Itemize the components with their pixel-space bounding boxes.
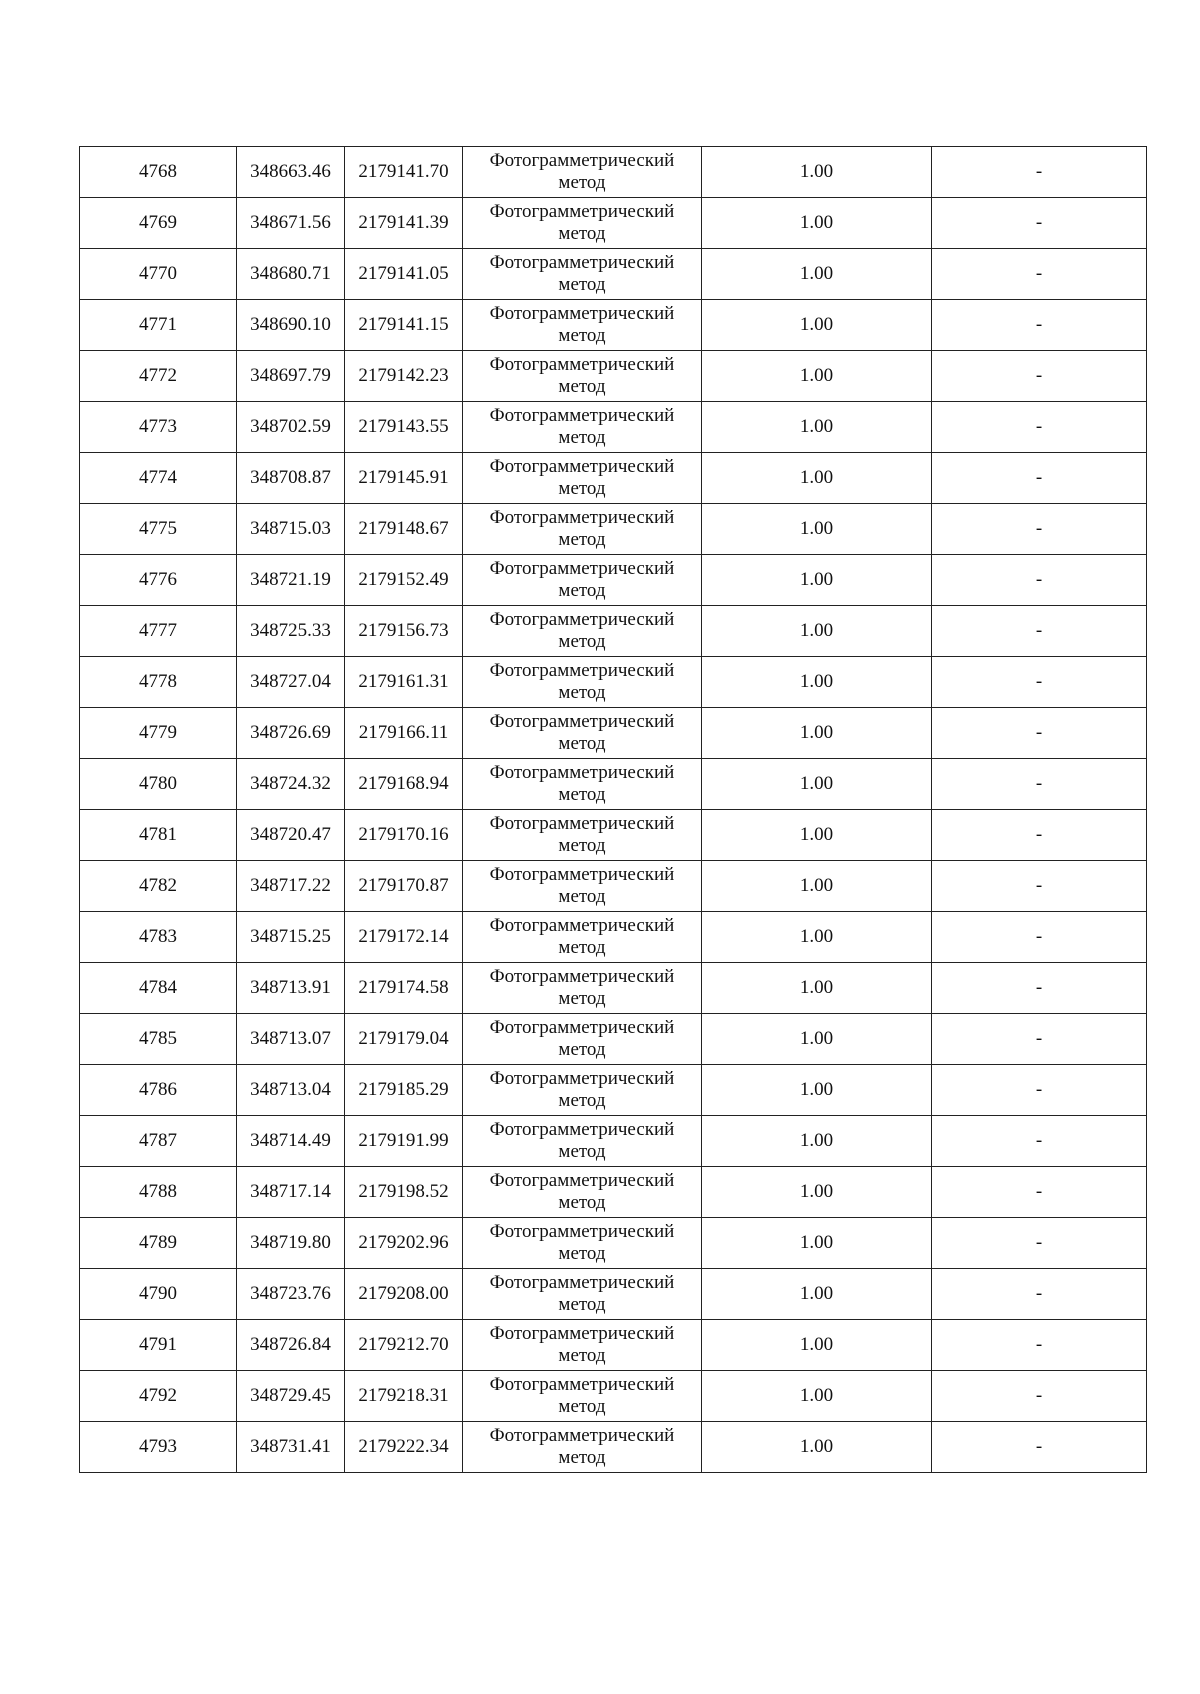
method-cell [463,1269,702,1320]
table-row [80,1422,1147,1473]
note-cell: - [932,147,1147,198]
note-cell: - [932,198,1147,249]
accuracy-cell: 1.00 [702,759,932,810]
x-coordinate-cell: 348720.47 [237,810,345,861]
point-number-cell: 4780 [80,759,237,810]
x-coordinate-cell: 348713.91 [237,963,345,1014]
method-cell [463,1320,702,1371]
table-row [80,1371,1147,1422]
x-coordinate-cell: 348663.46 [237,147,345,198]
point-number-cell: 4787 [80,1116,237,1167]
x-coordinate-cell: 348717.22 [237,861,345,912]
table-row [80,708,1147,759]
note-cell: - [932,606,1147,657]
accuracy-cell: 1.00 [702,300,932,351]
method-cell [463,606,702,657]
y-coordinate-cell: 2179168.94 [345,759,463,810]
method-text: Фотограмметрический метод [489,1323,675,1366]
y-coordinate-cell: 2179198.52 [345,1167,463,1218]
x-coordinate-cell: 348713.07 [237,1014,345,1065]
y-coordinate-cell: 2179141.39 [345,198,463,249]
accuracy-cell: 1.00 [702,453,932,504]
y-coordinate-cell: 2179166.11 [345,708,463,759]
method-text: Фотограмметрический метод [489,354,675,397]
point-number-cell: 4793 [80,1422,237,1473]
point-number-cell: 4778 [80,657,237,708]
note-cell: - [932,1167,1147,1218]
note-cell: - [932,1218,1147,1269]
x-coordinate-cell: 348723.76 [237,1269,345,1320]
x-coordinate-cell: 348690.10 [237,300,345,351]
method-cell [463,402,702,453]
point-number-cell: 4779 [80,708,237,759]
method-text: Фотограмметрический метод [489,660,675,703]
method-text: Фотограмметрический метод [489,609,675,652]
point-number-cell: 4786 [80,1065,237,1116]
method-cell [463,1218,702,1269]
method-text: Фотограмметрический метод [489,813,675,856]
table-row [80,1065,1147,1116]
accuracy-cell: 1.00 [702,198,932,249]
accuracy-cell: 1.00 [702,1371,932,1422]
table-row [80,249,1147,300]
y-coordinate-cell: 2179161.31 [345,657,463,708]
table-row [80,351,1147,402]
accuracy-cell: 1.00 [702,657,932,708]
point-number-cell: 4784 [80,963,237,1014]
note-cell: - [932,249,1147,300]
method-text: Фотограмметрический метод [489,1374,675,1417]
point-number-cell: 4785 [80,1014,237,1065]
accuracy-cell: 1.00 [702,249,932,300]
point-number-cell: 4770 [80,249,237,300]
method-cell [463,861,702,912]
table-row [80,453,1147,504]
x-coordinate-cell: 348725.33 [237,606,345,657]
note-cell: - [932,861,1147,912]
table-row [80,504,1147,555]
y-coordinate-cell: 2179212.70 [345,1320,463,1371]
y-coordinate-cell: 2179218.31 [345,1371,463,1422]
method-text: Фотограмметрический метод [489,507,675,550]
note-cell: - [932,351,1147,402]
y-coordinate-cell: 2179141.15 [345,300,463,351]
accuracy-cell: 1.00 [702,555,932,606]
method-cell [463,963,702,1014]
point-number-cell: 4781 [80,810,237,861]
method-cell [463,657,702,708]
y-coordinate-cell: 2179141.70 [345,147,463,198]
note-cell: - [932,300,1147,351]
note-cell: - [932,1422,1147,1473]
method-cell [463,1422,702,1473]
y-coordinate-cell: 2179142.23 [345,351,463,402]
method-text: Фотограмметрический метод [489,1425,675,1468]
method-text: Фотограмметрический метод [489,1017,675,1060]
point-number-cell: 4777 [80,606,237,657]
method-text: Фотограмметрический метод [489,150,675,193]
table-row [80,1014,1147,1065]
point-number-cell: 4776 [80,555,237,606]
method-text: Фотограмметрический метод [489,1068,675,1111]
method-cell [463,1371,702,1422]
y-coordinate-cell: 2179156.73 [345,606,463,657]
accuracy-cell: 1.00 [702,912,932,963]
method-cell [463,810,702,861]
method-text: Фотограмметрический метод [489,1272,675,1315]
method-cell [463,1065,702,1116]
note-cell: - [932,1014,1147,1065]
point-number-cell: 4790 [80,1269,237,1320]
y-coordinate-cell: 2179172.14 [345,912,463,963]
method-text: Фотограмметрический метод [489,966,675,1009]
y-coordinate-cell: 2179202.96 [345,1218,463,1269]
accuracy-cell: 1.00 [702,504,932,555]
method-cell [463,198,702,249]
table-row [80,1269,1147,1320]
y-coordinate-cell: 2179145.91 [345,453,463,504]
y-coordinate-cell: 2179208.00 [345,1269,463,1320]
method-text: Фотограмметрический метод [489,303,675,346]
note-cell: - [932,912,1147,963]
accuracy-cell: 1.00 [702,1116,932,1167]
note-cell: - [932,708,1147,759]
method-text: Фотограмметрический метод [489,456,675,499]
y-coordinate-cell: 2179174.58 [345,963,463,1014]
x-coordinate-cell: 348726.69 [237,708,345,759]
note-cell: - [932,1116,1147,1167]
method-text: Фотограмметрический метод [489,405,675,448]
note-cell: - [932,1371,1147,1422]
x-coordinate-cell: 348713.04 [237,1065,345,1116]
y-coordinate-cell: 2179170.87 [345,861,463,912]
accuracy-cell: 1.00 [702,810,932,861]
accuracy-cell: 1.00 [702,1065,932,1116]
accuracy-cell: 1.00 [702,1218,932,1269]
method-cell [463,1116,702,1167]
note-cell: - [932,759,1147,810]
method-cell [463,708,702,759]
method-text: Фотограмметрический метод [489,201,675,244]
table-row [80,657,1147,708]
note-cell: - [932,402,1147,453]
accuracy-cell: 1.00 [702,606,932,657]
y-coordinate-cell: 2179148.67 [345,504,463,555]
x-coordinate-cell: 348702.59 [237,402,345,453]
method-cell [463,1014,702,1065]
coordinates-table-body [80,147,1147,1473]
coordinates-table [79,146,1147,1473]
point-number-cell: 4782 [80,861,237,912]
x-coordinate-cell: 348708.87 [237,453,345,504]
accuracy-cell: 1.00 [702,708,932,759]
table-row [80,606,1147,657]
table-row [80,1320,1147,1371]
point-number-cell: 4773 [80,402,237,453]
point-number-cell: 4792 [80,1371,237,1422]
x-coordinate-cell: 348721.19 [237,555,345,606]
table-row [80,555,1147,606]
table-row [80,198,1147,249]
point-number-cell: 4791 [80,1320,237,1371]
y-coordinate-cell: 2179152.49 [345,555,463,606]
x-coordinate-cell: 348715.25 [237,912,345,963]
method-text: Фотограмметрический метод [489,711,675,754]
y-coordinate-cell: 2179185.29 [345,1065,463,1116]
method-text: Фотограмметрический метод [489,558,675,601]
x-coordinate-cell: 348731.41 [237,1422,345,1473]
table-row [80,1116,1147,1167]
method-text: Фотограмметрический метод [489,864,675,907]
accuracy-cell: 1.00 [702,351,932,402]
accuracy-cell: 1.00 [702,402,932,453]
table-row [80,810,1147,861]
accuracy-cell: 1.00 [702,1014,932,1065]
table-row [80,1218,1147,1269]
accuracy-cell: 1.00 [702,1422,932,1473]
method-cell [463,1167,702,1218]
x-coordinate-cell: 348727.04 [237,657,345,708]
method-text: Фотограмметрический метод [489,252,675,295]
x-coordinate-cell: 348714.49 [237,1116,345,1167]
point-number-cell: 4783 [80,912,237,963]
note-cell: - [932,1065,1147,1116]
x-coordinate-cell: 348719.80 [237,1218,345,1269]
point-number-cell: 4771 [80,300,237,351]
point-number-cell: 4768 [80,147,237,198]
method-cell [463,504,702,555]
point-number-cell: 4789 [80,1218,237,1269]
accuracy-cell: 1.00 [702,861,932,912]
method-cell [463,249,702,300]
method-text: Фотограмметрический метод [489,1170,675,1213]
point-number-cell: 4774 [80,453,237,504]
x-coordinate-cell: 348726.84 [237,1320,345,1371]
method-text: Фотограмметрический метод [489,915,675,958]
table-row [80,912,1147,963]
accuracy-cell: 1.00 [702,1167,932,1218]
note-cell: - [932,810,1147,861]
accuracy-cell: 1.00 [702,1320,932,1371]
method-text: Фотограмметрический метод [489,762,675,805]
y-coordinate-cell: 2179170.16 [345,810,463,861]
method-cell [463,912,702,963]
point-number-cell: 4788 [80,1167,237,1218]
x-coordinate-cell: 348715.03 [237,504,345,555]
note-cell: - [932,1320,1147,1371]
method-cell [463,300,702,351]
x-coordinate-cell: 348680.71 [237,249,345,300]
table-row [80,300,1147,351]
table-row [80,963,1147,1014]
note-cell: - [932,555,1147,606]
note-cell: - [932,504,1147,555]
method-text: Фотограмметрический метод [489,1221,675,1264]
table-row [80,759,1147,810]
point-number-cell: 4775 [80,504,237,555]
x-coordinate-cell: 348724.32 [237,759,345,810]
y-coordinate-cell: 2179222.34 [345,1422,463,1473]
table-row [80,402,1147,453]
accuracy-cell: 1.00 [702,963,932,1014]
y-coordinate-cell: 2179143.55 [345,402,463,453]
table-row [80,1167,1147,1218]
x-coordinate-cell: 348697.79 [237,351,345,402]
accuracy-cell: 1.00 [702,1269,932,1320]
method-cell [463,555,702,606]
method-cell [463,147,702,198]
method-cell [463,351,702,402]
y-coordinate-cell: 2179141.05 [345,249,463,300]
x-coordinate-cell: 348671.56 [237,198,345,249]
method-cell [463,759,702,810]
y-coordinate-cell: 2179191.99 [345,1116,463,1167]
note-cell: - [932,657,1147,708]
table-row [80,147,1147,198]
y-coordinate-cell: 2179179.04 [345,1014,463,1065]
x-coordinate-cell: 348717.14 [237,1167,345,1218]
note-cell: - [932,453,1147,504]
x-coordinate-cell: 348729.45 [237,1371,345,1422]
method-text: Фотограмметрический метод [489,1119,675,1162]
note-cell: - [932,1269,1147,1320]
accuracy-cell: 1.00 [702,147,932,198]
method-cell [463,453,702,504]
note-cell: - [932,963,1147,1014]
point-number-cell: 4769 [80,198,237,249]
table-row [80,861,1147,912]
point-number-cell: 4772 [80,351,237,402]
